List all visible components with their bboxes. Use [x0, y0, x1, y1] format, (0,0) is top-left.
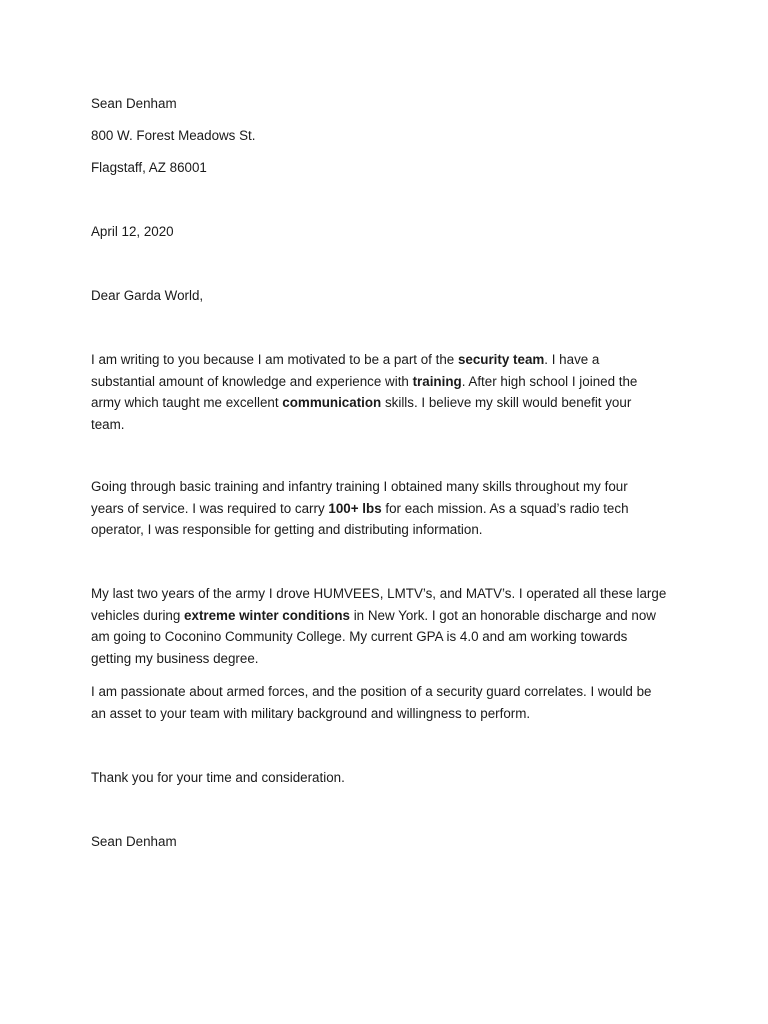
emphasis-100-lbs: 100+ lbs	[328, 500, 382, 516]
paragraph-3-line-4: getting my business degree.	[91, 650, 259, 666]
emphasis-communication: communication	[282, 395, 382, 411]
emphasis-extreme-winter-conditions: extreme winter conditions	[184, 607, 350, 623]
sender-street: 800 W. Forest Meadows St.	[91, 128, 256, 143]
letter-date: April 12, 2020	[91, 224, 174, 239]
paragraph-1-line-4: team.	[91, 416, 125, 432]
emphasis-training: training	[412, 373, 462, 389]
paragraph-1	[91, 349, 691, 435]
paragraph-1-line-3: army which taught me excellent communication skills. I believe my skill would benefit your	[91, 395, 632, 411]
sender-name: Sean Denham	[91, 96, 177, 111]
paragraph-2-line-3: operator, I was responsible for getting and distributing information.	[91, 522, 483, 538]
paragraph-3-line-3: am going to Coconino Community College. My current GPA is 4.0 and am working towards	[91, 629, 628, 645]
paragraph-4	[91, 681, 691, 724]
paragraph-3-line-1: My last two years of the army I drove HUMVEES, LMTV’s, and MATV’s. I operated all these large	[91, 586, 667, 601]
paragraph-4-line-2: an asset to your team with military background and willingness to perform.	[91, 705, 531, 721]
paragraph-2-line-1: Going through basic training and infantry training I obtained many skills throughout my four	[91, 479, 628, 494]
emphasis-security-team: security team	[457, 352, 545, 367]
paragraph-1-line-2: substantial amount of knowledge and experience with training. After high school I joined the	[91, 373, 638, 389]
salutation: Dear Garda World,	[91, 288, 204, 303]
sender-city-state-zip: Flagstaff, AZ 86001	[91, 160, 207, 175]
paragraph-4-line-1: I am passionate about armed forces, and the position of a security guard correlates. I would be	[91, 684, 652, 699]
paragraph-3	[91, 583, 691, 669]
signature: Sean Denham	[91, 834, 177, 849]
paragraph-1-line-1: I am writing to you because I am motivated to be a part of the security team. I have a	[91, 352, 600, 367]
paragraph-2	[91, 476, 691, 541]
closing: Thank you for your time and consideration.	[91, 770, 345, 785]
paragraph-3-line-2: vehicles during extreme winter conditions in New York. I got an honorable discharge and now	[91, 607, 656, 623]
paragraph-2-line-2: years of service. I was required to carry 100+ lbs for each mission. As a squad’s radio tech	[91, 500, 629, 516]
